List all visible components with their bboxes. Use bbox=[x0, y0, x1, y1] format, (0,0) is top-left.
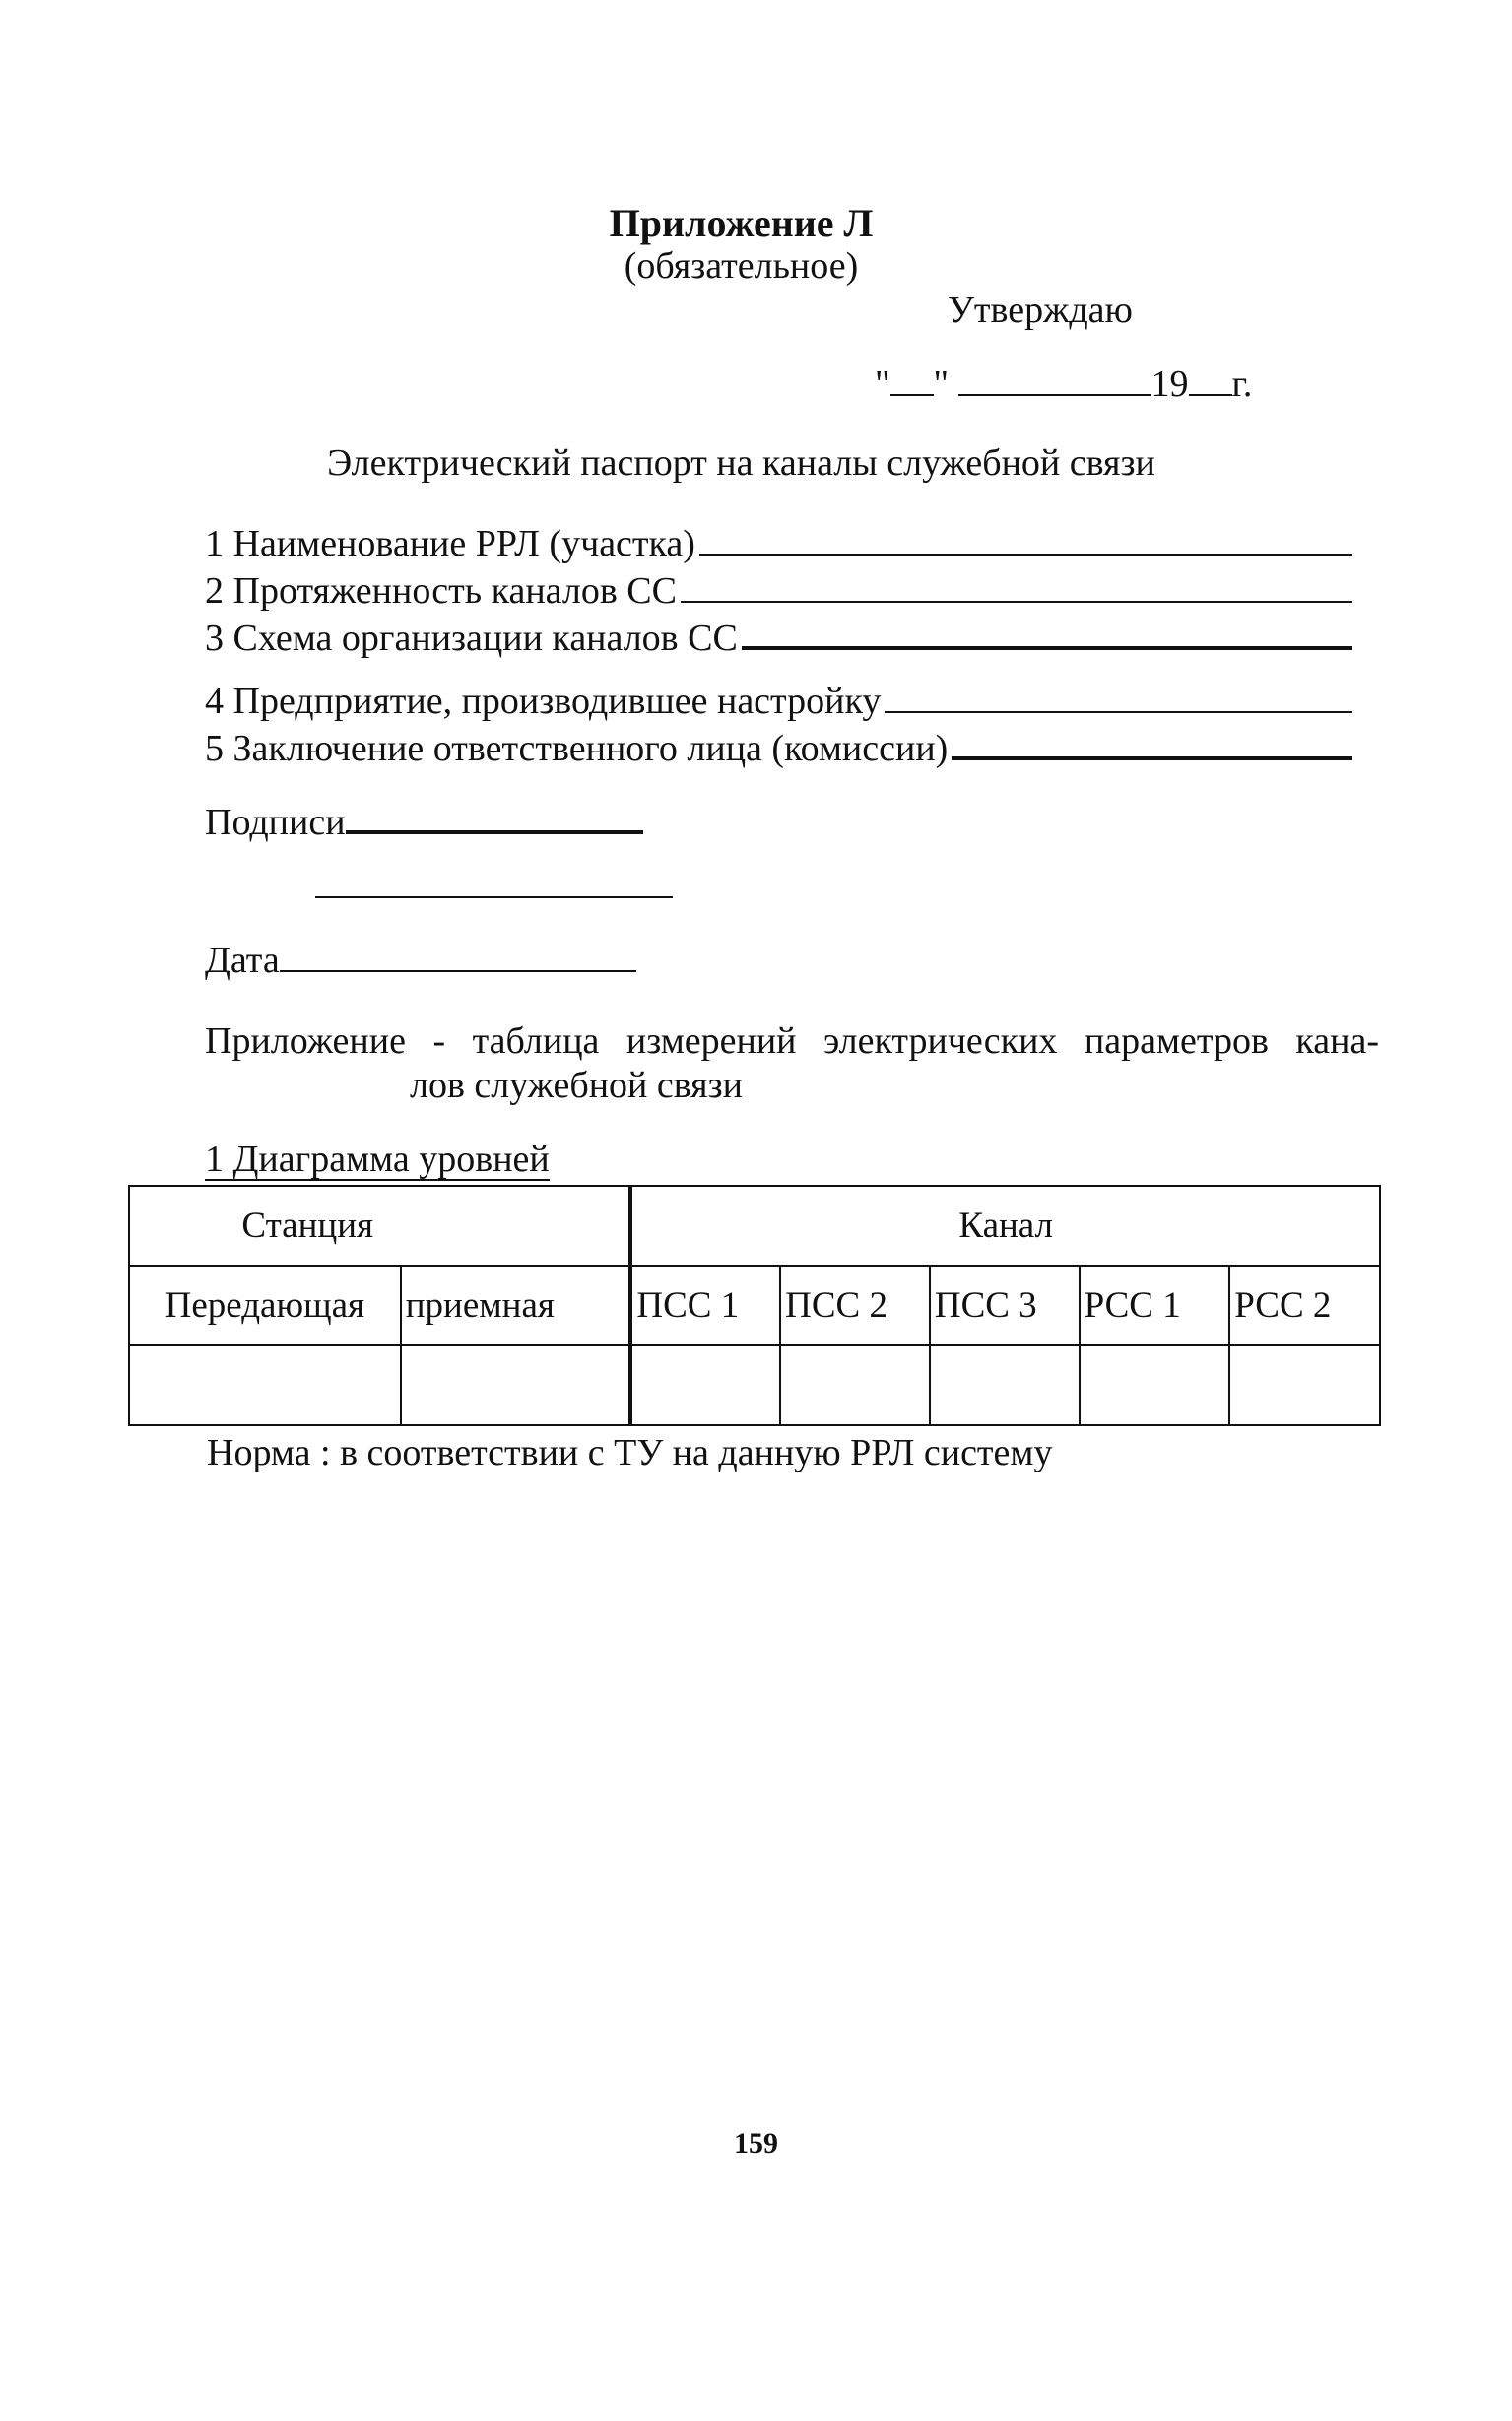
field-label: 3 Схема организации каналов СС bbox=[205, 618, 738, 659]
field-conclusion bbox=[205, 727, 1352, 770]
col-rss2: РСС 2 bbox=[1229, 1266, 1380, 1345]
month-blank bbox=[958, 364, 1151, 396]
col-receiving: приемная bbox=[401, 1266, 631, 1345]
table-cell bbox=[401, 1345, 631, 1425]
norm-note: Норма : в соответствии с ТУ на данную РРЛ систему bbox=[207, 1432, 1053, 1473]
table-cell bbox=[129, 1345, 401, 1425]
approval-date-line bbox=[875, 362, 1252, 406]
col-pss1: ПСС 1 bbox=[630, 1266, 780, 1345]
field-blank bbox=[742, 619, 1352, 650]
date-quote-close: " bbox=[933, 363, 950, 405]
signatures-label: Подписи bbox=[205, 802, 346, 843]
page-number: 159 bbox=[734, 2127, 778, 2160]
field-label: 4 Предприятие, производившее настройку bbox=[205, 681, 882, 722]
date-quote-open: " bbox=[875, 363, 890, 405]
table-header-row bbox=[129, 1186, 1380, 1266]
table-cell bbox=[780, 1345, 930, 1425]
field-blank bbox=[885, 684, 1352, 713]
col-pss2: ПСС 2 bbox=[780, 1266, 930, 1345]
header-channel: Канал bbox=[630, 1186, 1380, 1266]
field-label: 1 Наименование РРЛ (участка) bbox=[205, 523, 695, 564]
table-subheader-row bbox=[129, 1266, 1380, 1345]
field-blank bbox=[952, 729, 1352, 760]
field-label: 5 Заключение ответственного лица (комиссии) bbox=[205, 728, 949, 769]
table-row bbox=[129, 1345, 1380, 1425]
field-channel-scheme bbox=[205, 617, 1352, 660]
col-pss3: ПСС 3 bbox=[930, 1266, 1080, 1345]
field-blank bbox=[681, 573, 1352, 603]
field-enterprise bbox=[205, 680, 1352, 723]
diagram-title: 1 Диаграмма уровней bbox=[205, 1139, 550, 1180]
year-blank bbox=[1189, 364, 1232, 396]
date-blank bbox=[280, 941, 636, 972]
col-transmitting: Передающая bbox=[129, 1266, 401, 1345]
year-suffix: г. bbox=[1231, 363, 1253, 405]
field-channel-length bbox=[205, 569, 1352, 613]
header-station: Станция bbox=[129, 1186, 630, 1266]
field-rrl-name bbox=[205, 522, 1352, 565]
year-prefix: 19 bbox=[1150, 363, 1189, 405]
levels-table bbox=[128, 1185, 1381, 1426]
table-cell bbox=[1080, 1345, 1230, 1425]
passport-title: Электрический паспорт на каналы служебной связи bbox=[327, 442, 1155, 484]
appendix-note-line1: Приложение - таблица измерений электрических параметров кана- bbox=[205, 1020, 1379, 1062]
table-cell bbox=[630, 1345, 780, 1425]
date-line bbox=[205, 939, 636, 982]
appendix-title: Приложение Л bbox=[609, 201, 874, 245]
signatures-line bbox=[205, 801, 643, 844]
col-rss1: РСС 1 bbox=[1080, 1266, 1230, 1345]
field-blank bbox=[699, 526, 1352, 556]
table-cell bbox=[1229, 1345, 1380, 1425]
day-blank bbox=[890, 364, 934, 396]
appendix-subtitle: (обязательное) bbox=[624, 245, 859, 287]
signature-blank-2 bbox=[315, 896, 673, 898]
table-cell bbox=[930, 1345, 1080, 1425]
appendix-note-line2: лов служебной связи bbox=[410, 1065, 743, 1106]
field-label: 2 Протяженность каналов СС bbox=[205, 570, 677, 612]
approve-label: Утверждаю bbox=[948, 290, 1133, 331]
signature-blank bbox=[346, 801, 643, 834]
date-label: Дата bbox=[205, 940, 280, 981]
